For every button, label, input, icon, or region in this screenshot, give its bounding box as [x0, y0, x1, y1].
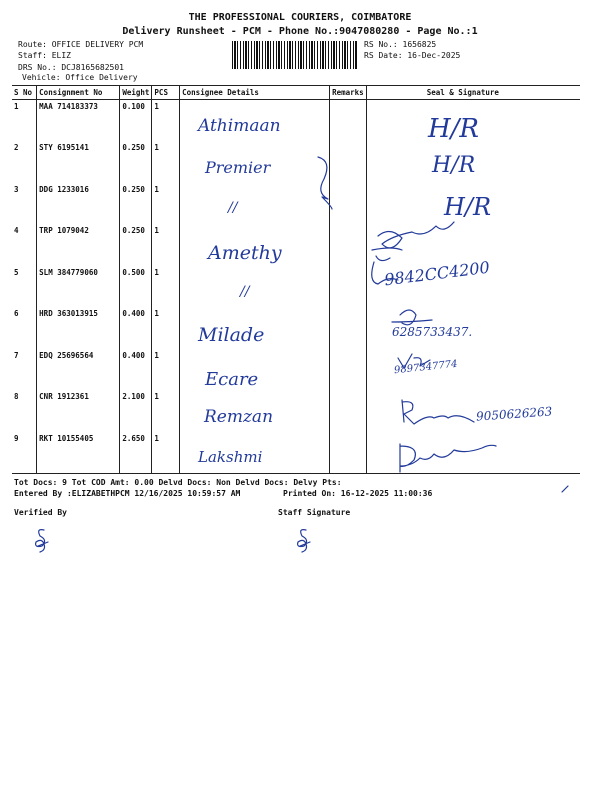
cell-consignment: RKT 10155405 [37, 432, 120, 474]
handwritten-consignee: Amethy [208, 242, 282, 264]
cell-consignment: MAA 714183373 [37, 100, 120, 142]
cell-pcs: 1 [152, 100, 180, 142]
handwritten-consignee: Milade [198, 324, 265, 346]
cell-pcs: 1 [152, 390, 180, 432]
handwritten-seal: H/R [444, 193, 492, 221]
cell-pcs: 1 [152, 141, 180, 183]
runsheet-title: Delivery Runsheet - PCM - Phone No.:9047080280 - Page No.:1 [122, 26, 478, 37]
verified-signature [36, 530, 48, 552]
cell-sno: 2 [12, 141, 37, 183]
cell-sno: 7 [12, 349, 37, 391]
staff-signature-mark [298, 530, 310, 552]
staff-signature-label: Staff Signature [278, 508, 351, 517]
cell-sno: 8 [12, 390, 37, 432]
handwritten-seal: H/R [428, 114, 480, 144]
cell-pcs: 1 [152, 266, 180, 308]
cell-sno: 1 [12, 100, 37, 142]
cell-consignment: HRD 363013915 [37, 307, 120, 349]
cell-consignment: SLM 384779060 [37, 266, 120, 308]
signature-row6 [392, 310, 432, 325]
cell-weight: 0.250 [120, 224, 152, 266]
cell-consignment: TRP 1079042 [37, 224, 120, 266]
verified-by-label: Verified By [14, 508, 67, 517]
handwritten-consignee: // [228, 200, 238, 216]
cell-consignment: EDQ 25696564 [37, 349, 120, 391]
handwritten-seal: 9050626263 [475, 404, 553, 424]
cell-pcs: 1 [152, 349, 180, 391]
cell-weight: 0.100 [120, 100, 152, 142]
col-consignment: Consignment No [37, 86, 120, 100]
cell-weight: 0.400 [120, 307, 152, 349]
handwritten-consignee: Athimaan [198, 116, 281, 136]
cell-weight: 0.400 [120, 349, 152, 391]
handwritten-consignee: // [240, 284, 250, 300]
cell-weight: 0.250 [120, 141, 152, 183]
handwritten-seal: 9842CC4200 [383, 257, 491, 290]
cell-sno: 6 [12, 307, 37, 349]
route-text: Route: OFFICE DELIVERY PCM [18, 40, 144, 49]
handwritten-seal: 6285733437. [392, 325, 473, 339]
rs-number: RS No.: 1656825 [364, 40, 437, 49]
cell-sno: 4 [12, 224, 37, 266]
cell-pcs: 1 [152, 183, 180, 225]
drs-number: DRS No.: DCJ8165682501 [18, 63, 124, 72]
handwritten-consignee: Remzan [204, 407, 274, 427]
col-consignee: Consignee Details [180, 86, 330, 100]
signature-row8 [402, 400, 474, 424]
col-seal: Seal & Signature [366, 86, 580, 100]
company-name: THE PROFESSIONAL COURIERS, COIMBATORE [188, 12, 412, 23]
staff-text: Staff: ELIZ [18, 51, 71, 60]
col-remarks: Remarks [330, 86, 367, 100]
handwritten-consignee: Premier [205, 158, 271, 177]
entered-by: Entered By :ELIZABETHPCM 12/16/2025 10:59:57 AM [14, 489, 241, 498]
signature-row5 [372, 262, 398, 284]
signature-row7 [398, 354, 430, 368]
handwritten-consignee: Lakshmi [198, 448, 263, 466]
cell-sno: 9 [12, 432, 37, 474]
cell-pcs: 1 [152, 307, 180, 349]
bracket-mark [318, 157, 332, 209]
rs-date: RS Date: 16-Dec-2025 [364, 51, 461, 60]
handwritten-consignee: Ecare [205, 369, 259, 390]
cell-weight: 2.100 [120, 390, 152, 432]
col-weight: Weight [120, 86, 152, 100]
vehicle-text: Vehicle: Office Delivery [22, 73, 138, 82]
handwritten-seal: 9897347774 [393, 358, 459, 377]
signature-row4 [372, 222, 454, 261]
cell-sno: 3 [12, 183, 37, 225]
cell-pcs: 1 [152, 224, 180, 266]
printed-on: Printed On: 16-12-2025 11:00:36 [283, 489, 433, 498]
cell-consignment: CNR 1912361 [37, 390, 120, 432]
signature-row9 [400, 444, 496, 472]
cell-consignment: DDG 1233016 [37, 183, 120, 225]
cell-weight: 2.650 [120, 432, 152, 474]
cell-sno: 5 [12, 266, 37, 308]
col-pcs: PCS [152, 86, 180, 100]
cell-weight: 0.500 [120, 266, 152, 308]
cell-weight: 0.250 [120, 183, 152, 225]
mark-footer-right [562, 486, 568, 492]
col-sno: S No [12, 86, 37, 100]
cell-consignment: STY 6195141 [37, 141, 120, 183]
handwritten-seal: H/R [432, 153, 476, 178]
cell-pcs: 1 [152, 432, 180, 474]
totals-line: Tot Docs: 9 Tot COD Amt: 0.00 Delvd Docs: Non Delvd Docs: Delvy Pts: [14, 478, 342, 487]
